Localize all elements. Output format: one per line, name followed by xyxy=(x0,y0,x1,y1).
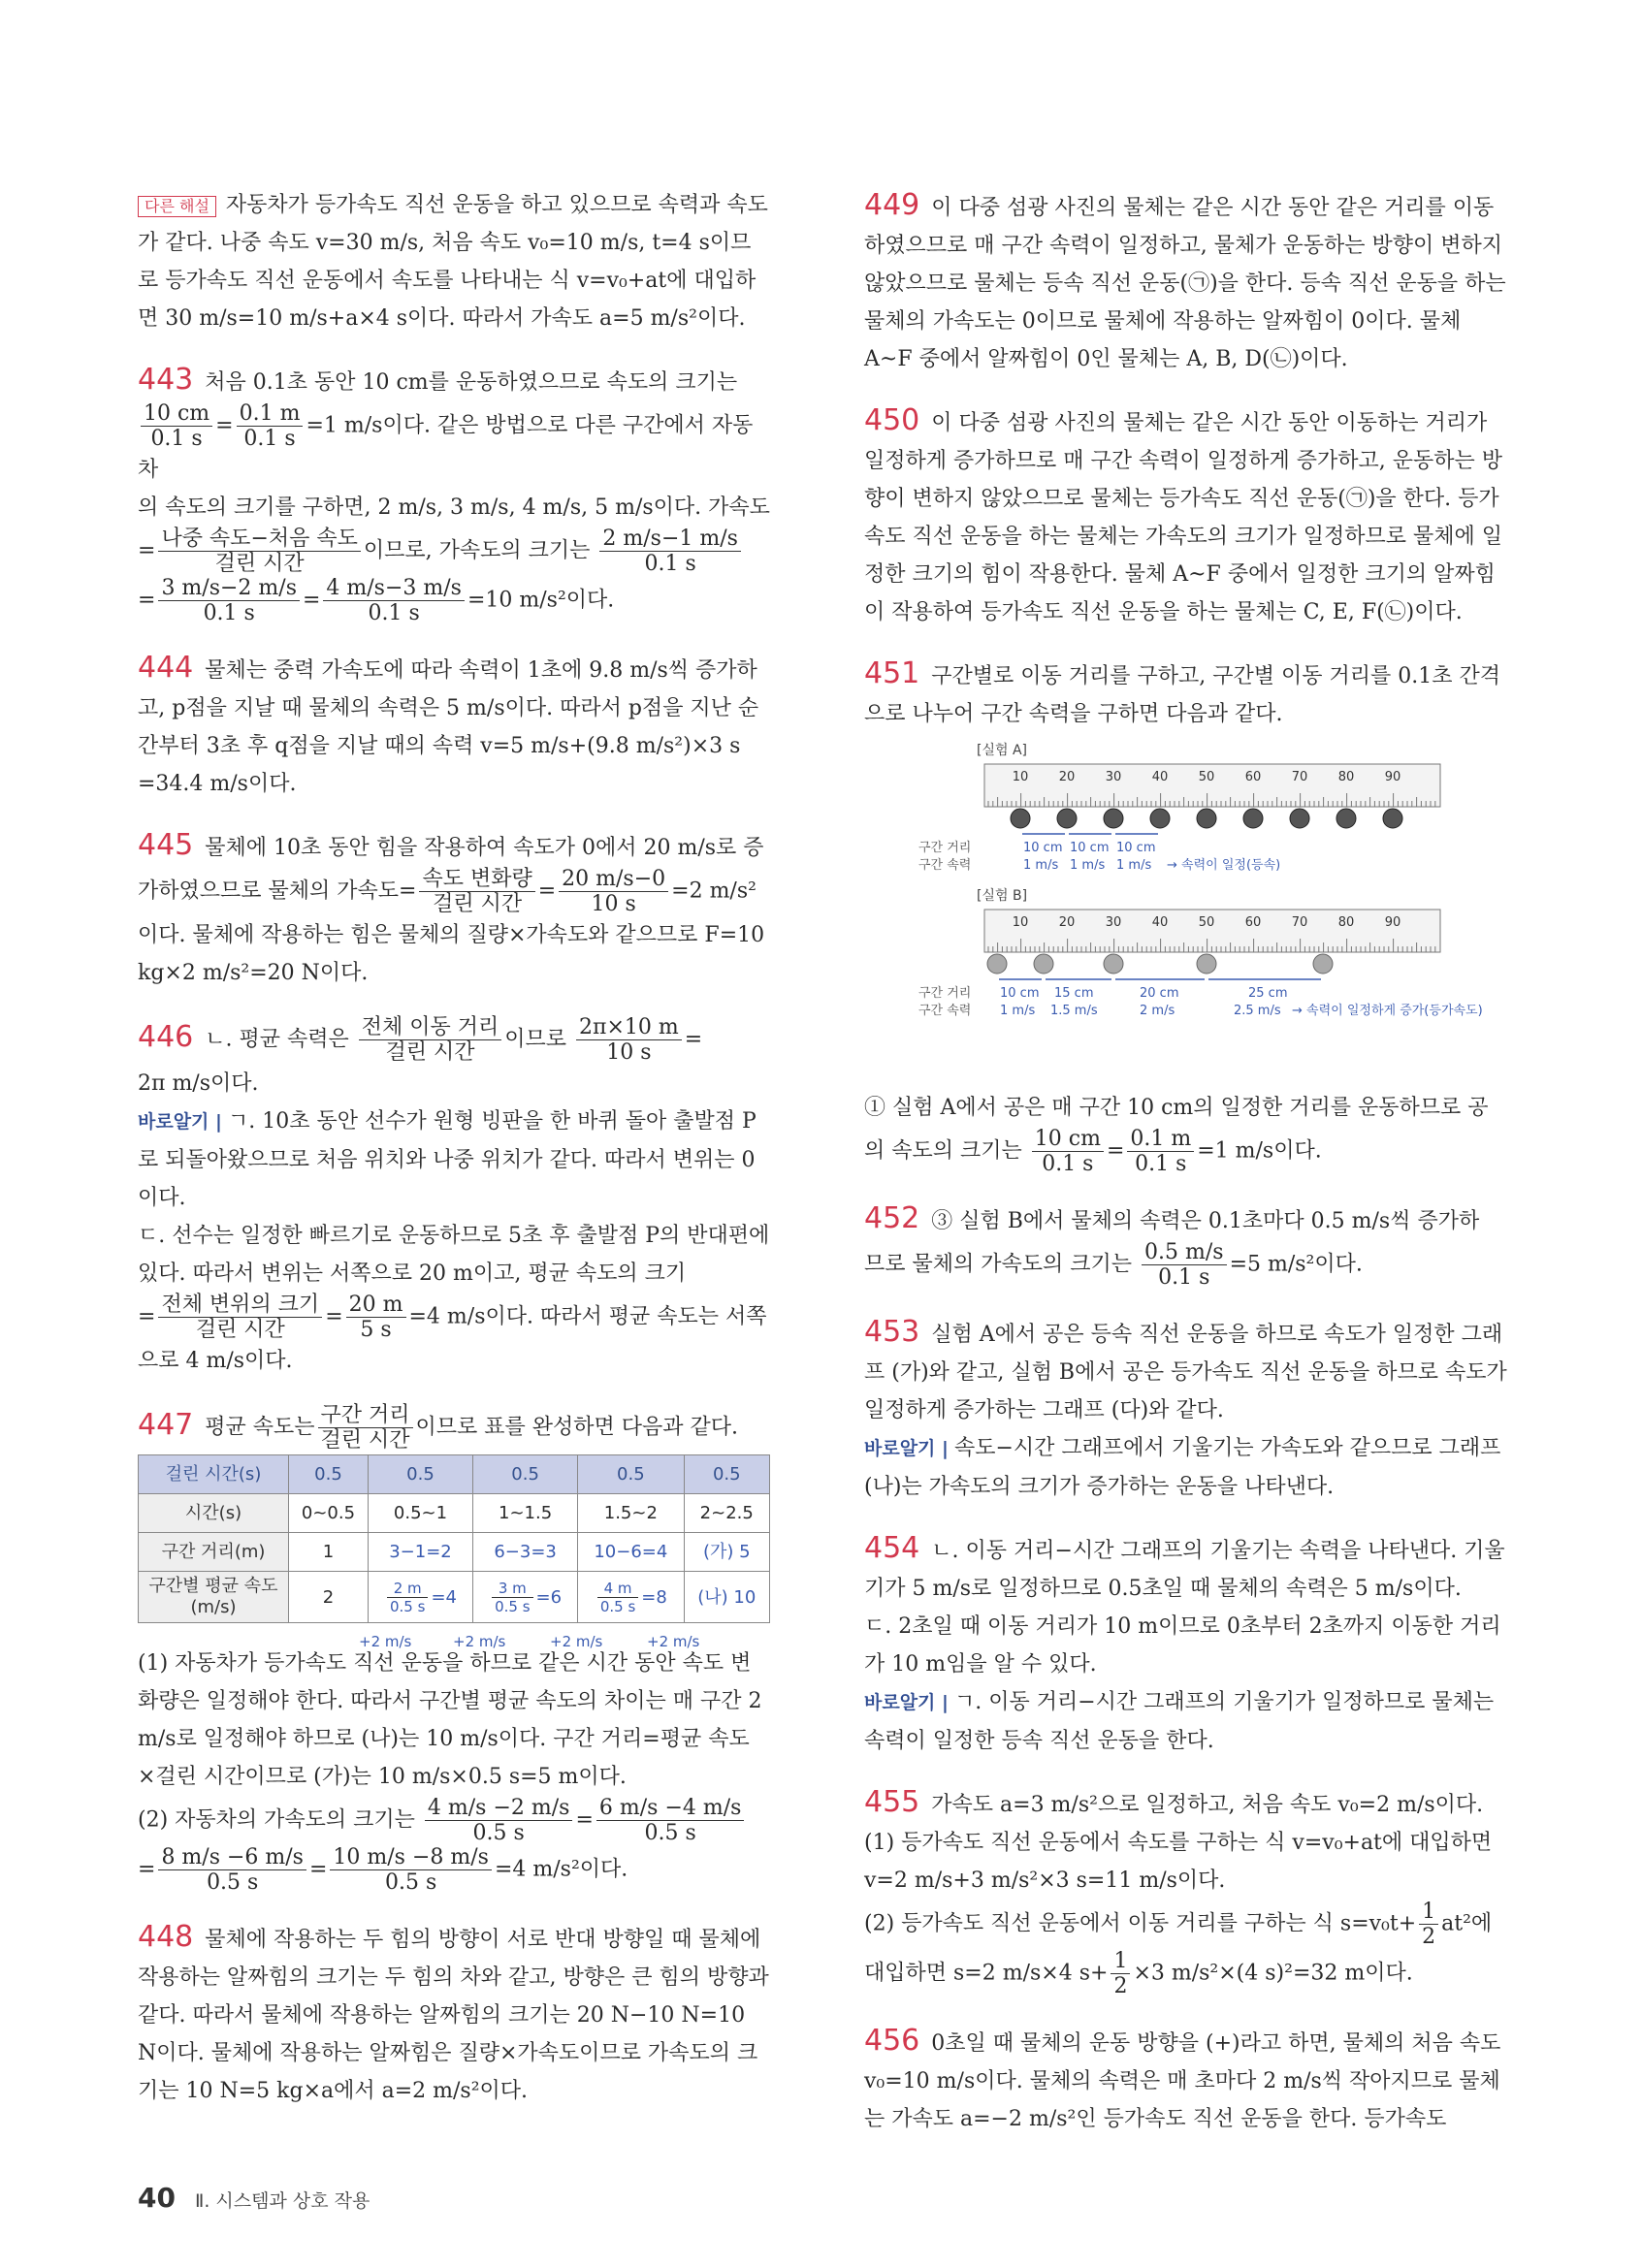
average-velocity-table xyxy=(138,1454,770,1623)
svg-text:20: 20 xyxy=(1058,915,1076,930)
fraction: $\frac{4 m/s-3 m/s}{0.1 s}$ xyxy=(323,576,465,625)
ball xyxy=(1383,809,1402,828)
fraction: $\frac{2 m/s-1 m/s}{0.1 s}$ xyxy=(599,527,741,576)
table-row: 시간(s) 0~0.5 0.5~1 1~1.5 1.5~2 2~2.5 xyxy=(139,1494,770,1533)
answer-451: 451 구간별로 이동 거리를 구하고, 구간별 이동 거리를 0.1초 간격으로 나누어 구간 속력을 구하면 다음과 같다. [실험 A] 10 20 30 40 50 60 70 80 90 구간 거리 구간 속력 10 cm 10 cm 10 cm 1 m/s 1 m/s 1 m/s → 속력이 일정(등속) [실험 B] 10 20 30 40 50 60 70 80 90 구간 거리 구간 속력 10 cm 15 cm 20 cm 25 cm 1 m/s 1.5 m/s 2 m/s 2.5 m/s → 속력이 일정하게 증가(등가속도) ① 실험 A에서 공은 매 구간 10 cm의 일정한 거리를 운동하므로 공 의 속도의 크기는 $\frac{10 cm}{0.1 s}$ = $\frac{0.1 m}{0.1 s}$ =1 m/s이다. xyxy=(864,655,1508,1176)
right-column xyxy=(864,186,1508,2161)
fraction: $\frac{\text{구간 거리}}{\text{걸린 시간}}$ xyxy=(318,1403,413,1453)
fraction: $\frac{3 m/s-2 m/s}{0.1 s}$ xyxy=(158,576,300,625)
svg-text:10: 10 xyxy=(1012,915,1029,930)
svg-text:20: 20 xyxy=(1058,770,1076,784)
fraction: $\frac{\text{전체 변위의 크기}}{\text{걸린 시간}}$ xyxy=(158,1293,322,1342)
ball xyxy=(1336,809,1356,828)
fraction: $\frac{1}{2}$ xyxy=(1111,1949,1130,1998)
svg-text:50: 50 xyxy=(1198,770,1215,784)
svg-text:70: 70 xyxy=(1291,915,1308,930)
ball xyxy=(1057,809,1077,828)
ball xyxy=(1104,954,1123,974)
fraction: $\frac{6 m/s -4 m/s}{0.5 s}$ xyxy=(596,1796,745,1845)
ball xyxy=(1313,954,1333,974)
answer-453: 453 실험 A에서 공은 등속 직선 운동을 하므로 속도가 일정한 그래프 (가)와 같고, 실험 B에서 공은 등가속도 직선 운동을 하므로 속도가 일정하게 증가하는 그래프 (다)와 같다. 바로알기 | 속도−시간 그래프에서 기울기는 가속도와 같으므로 그래프 (나)는 가속도의 크기가 증가하는 운동을 나타낸다. xyxy=(864,1315,1507,1499)
fraction: $\frac{0.1 m}{0.1 s}$ xyxy=(1127,1127,1194,1176)
svg-text:→ 속력이 일정(등속): → 속력이 일정(등속) xyxy=(1167,858,1281,873)
fraction: $\frac{2\pi\times 10 m}{10 s}$ xyxy=(576,1015,682,1065)
svg-text:50: 50 xyxy=(1198,915,1215,930)
ball xyxy=(1011,809,1030,828)
fraction: $\frac{\text{나중 속도−처음 속도}}{\text{걸린 시간}}$ xyxy=(158,527,360,576)
baro-label: 바로알기 | xyxy=(864,1438,949,1459)
fraction: $\frac{20 m/s-0}{10 s}$ xyxy=(559,867,668,916)
svg-text:90: 90 xyxy=(1384,915,1401,930)
ball xyxy=(1197,809,1216,828)
left-column xyxy=(138,186,770,2133)
answer-450: 450 이 다중 섬광 사진의 물체는 같은 시간 동안 이동하는 거리가 일정하게 증가하므로 매 구간 속력이 일정하게 증가하고, 운동하는 방향이 변하지 않았으므로 물체는 등가속도 직선 운동(㉠)을 한다. 등가속도 직선 운동을 하는 물체는 가속도의 크기가 일정하므로 물체에 일정한 크기의 힘이 작용한다. 물체 A~F 중에서 일정한 크기의 알짜힘이 작용하여 등가속도 직선 운동을 하는 물체는 C, E, F(㉡)이다. xyxy=(864,403,1502,624)
ball xyxy=(1034,954,1053,974)
section-title: Ⅱ. 시스템과 상호 작용 xyxy=(194,2190,370,2212)
answer-455: 455 가속도 a=3 m/s²으로 일정하고, 처음 속도 v₀=2 m/s이다. (1) 등가속도 직선 운동에서 속도를 구하는 식 v=v₀+at에 대입하면 v=2 m/s+3 m/s²×3 s=11 m/s이다. (2) 등가속도 직선 운동에서 이동 거리를 구하는 식 s=v₀t+ $\frac{1}{2}$ at²에 대입하면 s=2 m/s×4 s+ $\frac{1}{2}$ ×3 m/s²×(4 s)²=32 m이다. xyxy=(864,1785,1493,1998)
svg-text:60: 60 xyxy=(1244,915,1262,930)
svg-text:80: 80 xyxy=(1337,770,1355,784)
svg-text:2.5 m/s: 2.5 m/s xyxy=(1234,1004,1281,1018)
svg-text:1 m/s: 1 m/s xyxy=(1116,858,1152,873)
alt-explanation: 다른 해설 자동차가 등가속도 직선 운동을 하고 있으므로 속력과 속도가 같다. 나중 속도 v=30 m/s, 처음 속도 v₀=10 m/s, t=4 s이므로 등가속도 직선 운동에서 속도를 나타내는 식 v=v₀+at에 대입하면 30 m/s=10 m/s+a×4 s이다. 따라서 가속도 a=5 m/s²이다. xyxy=(138,193,768,331)
velocity-differences: +2 m/s +2 m/s +2 m/s +2 m/s xyxy=(359,1633,700,1650)
svg-text:15 cm: 15 cm xyxy=(1054,986,1094,1001)
fraction: $\frac{8 m/s -6 m/s}{0.5 s}$ xyxy=(158,1845,306,1895)
experiment-figure xyxy=(918,737,1508,1079)
answer-448: 448 물체에 작용하는 두 힘의 방향이 서로 반대 방향일 때 물체에 작용하는 알짜힘의 크기는 두 힘의 차와 같고, 방향은 큰 힘의 방향과 같다. 따라서 물체에 작용하는 알짜힘의 크기는 20 N−10 N=10 N이다. 물체에 작용하는 알짜힘은 질량×가속도이므로 가속도의 크기는 10 N=5 kg×a에서 a=2 m/s²이다. xyxy=(138,1920,769,2103)
ball xyxy=(1243,809,1263,828)
ball xyxy=(1104,809,1123,828)
svg-text:30: 30 xyxy=(1105,915,1122,930)
svg-text:→ 속력이 일정하게 증가(등가속도): → 속력이 일정하게 증가(등가속도) xyxy=(1292,1004,1483,1018)
svg-text:20 cm: 20 cm xyxy=(1140,986,1179,1001)
svg-text:구간 속력: 구간 속력 xyxy=(918,858,972,873)
svg-text:1.5 m/s: 1.5 m/s xyxy=(1050,1004,1098,1018)
svg-text:10 cm: 10 cm xyxy=(1023,841,1063,855)
ball xyxy=(1150,809,1170,828)
svg-text:구간 거리: 구간 거리 xyxy=(918,841,972,855)
fraction: $\frac{10 cm}{0.1 s}$ xyxy=(141,401,212,451)
svg-text:25 cm: 25 cm xyxy=(1248,986,1288,1001)
svg-text:70: 70 xyxy=(1291,770,1308,784)
page-footer xyxy=(138,2182,370,2214)
svg-text:40: 40 xyxy=(1151,915,1169,930)
fraction: $\frac{20 m}{5 s}$ xyxy=(346,1293,406,1342)
ball xyxy=(987,954,1007,974)
svg-text:10 cm: 10 cm xyxy=(1070,841,1110,855)
answer-456: 456 0초일 때 물체의 운동 방향을 (+)라고 하면, 물체의 처음 속도 v₀=10 m/s이다. 물체의 속력은 매 초마다 2 m/s씩 작아지므로 물체는 가속도 a=−2 m/s²인 등가속도 직선 운동을 한다. 등가속도 xyxy=(864,2024,1501,2131)
ball xyxy=(1290,809,1309,828)
svg-text:1 m/s: 1 m/s xyxy=(1070,858,1106,873)
svg-text:구간 거리: 구간 거리 xyxy=(918,986,972,1001)
svg-text:2 m/s: 2 m/s xyxy=(1140,1004,1175,1018)
svg-text:10: 10 xyxy=(1012,770,1029,784)
answer-449: 449 이 다중 섬광 사진의 물체는 같은 시간 동안 같은 거리를 이동하였으므로 매 구간 속력이 일정하고, 물체가 운동하는 방향이 변하지 않았으므로 물체는 등속 직선 운동(㉠)을 한다. 등속 직선 운동을 하는 물체의 가속도는 0이므로 물체에 작용하는 알짜힘이 0이다. 물체 A~F 중에서 알짜힘이 0인 물체는 A, B, D(㉡)이다. xyxy=(864,188,1506,371)
svg-text:10 cm: 10 cm xyxy=(1000,986,1040,1001)
baro-label: 바로알기 | xyxy=(864,1692,949,1713)
answer-452: 452 ③ 실험 B에서 물체의 속력은 0.1초마다 0.5 m/s씩 증가하 므로 물체의 가속도의 크기는 $\frac{0.5 m/s}{0.1 s}$ =5 m/s²이다. xyxy=(864,1201,1480,1290)
answer-445: 445 물체에 10초 동안 힘을 작용하여 속도가 0에서 20 m/s로 증 가하였으므로 물체의 가속도= $\frac{\text{속도 변화량}}{\text{걸린 시간}}$ = $\frac{20 m/s-0}{10 s}$ =2 m/s² 이다. 물체에 작용하는 힘은 물체의 질량×가속도와 같으므로 F=10 kg×2 m/s²=20 N이다. xyxy=(138,828,765,985)
table-row: 구간 거리(m) 1 3−1=2 6−3=3 10−6=4 (가) 5 xyxy=(139,1533,770,1572)
page-number: 40 xyxy=(138,2182,176,2214)
svg-text:1 m/s: 1 m/s xyxy=(1023,858,1059,873)
fraction: $\frac{10 cm}{0.1 s}$ xyxy=(1032,1127,1104,1176)
baro-label: 바로알기 | xyxy=(138,1111,222,1133)
answer-444: 444 물체는 중력 가속도에 따라 속력이 1초에 9.8 m/s씩 증가하고, p점을 지날 때 물체의 속력은 5 m/s이다. 따라서 p점을 지난 순간부터 3초 후 q점을 지날 때의 속력 v=5 m/s+(9.8 m/s²)×3 s =34.4 m/s이다. xyxy=(138,651,759,796)
svg-text:10 cm: 10 cm xyxy=(1116,841,1156,855)
fraction: $\frac{\text{전체 이동 거리}}{\text{걸린 시간}}$ xyxy=(359,1015,502,1065)
svg-text:1 m/s: 1 m/s xyxy=(1000,1004,1036,1018)
fraction: $\frac{1}{2}$ xyxy=(1419,1900,1438,1949)
answer-447: 447 평균 속도는 $\frac{\text{구간 거리}}{\text{걸린 시간}}$ 이므로 표를 완성하면 다음과 같다. 걸린 시간(s) 0.5 0.5 0.5 0.5 0.5 시간(s) 0~0.5 0.5~1 1~1.5 1.5~2 2~2.5 구간 거리(m) 1 3−1=2 6−3=3 10−6=4 (가) 5 구간별 평균 속도 (m/s) 2 $\frac{2 m}{0.5 s}$ =4 $\frac{3 m}{0.5 s}$ =6 $\frac{4 m}{0.5 s}$ =8 (나) 10 +2 m/s +2 m/s +2 m/s +2 m/s (1) 자동차가 등가속도 직선 운동을 하므로 같은 시간 동안 속도 변화량은 일정해야 한다. 따라서 구간별 평균 속도의 차이는 매 구간 2 m/s로 일정해야 하므로 (나)는 10 m/s이다. 구간 거리=평균 속도 ×걸린 시간이므로 (가)는 10 m/s×0.5 s=5 m이다. (2) 자동차의 가속도의 크기는 $\frac{4 m/s -2 m/s}{0.5 s}$ = $\frac{6 m/s -4 m/s}{0.5 s}$ = $\frac{8 m/s -6 m/s}{0.5 s}$ = $\frac{10 m/s -8 m/s}{0.5 s}$ =4 m/s²이다. xyxy=(138,1403,770,1895)
svg-text:30: 30 xyxy=(1105,770,1122,784)
table-row: 걸린 시간(s) 0.5 0.5 0.5 0.5 0.5 xyxy=(139,1455,770,1494)
ball xyxy=(1197,954,1216,974)
fraction: $\frac{\text{속도 변화량}}{\text{걸린 시간}}$ xyxy=(419,867,534,916)
figure-b-title: [실험 B] xyxy=(977,888,1028,904)
fraction: $\frac{0.1 m}{0.1 s}$ xyxy=(237,401,304,451)
table-row: 구간별 평균 속도 (m/s) 2 $\frac{2 m}{0.5 s}$ =4 $\frac{3 m}{0.5 s}$ =6 $\frac{4 m}{0.5 s}$ =8 (나) 10 xyxy=(139,1572,770,1623)
figure-a-title: [실험 A] xyxy=(977,743,1027,758)
svg-text:40: 40 xyxy=(1151,770,1169,784)
svg-text:80: 80 xyxy=(1337,915,1355,930)
svg-text:구간 속력: 구간 속력 xyxy=(918,1004,972,1018)
svg-text:60: 60 xyxy=(1244,770,1262,784)
fraction: $\frac{10 m/s -8 m/s}{0.5 s}$ xyxy=(330,1845,492,1895)
answer-446: 446 ㄴ. 평균 속력은 $\frac{\text{전체 이동 거리}}{\text{걸린 시간}}$ 이므로 $\frac{2\pi\times 10 m}{10 s}$ = 2π m/s이다. 바로알기 | ㄱ. 10초 동안 선수가 원형 빙판을 한 바퀴 돌아 출발점 P로 되돌아왔으므로 처음 위치와 나중 위치가 같다. 따라서 변위는 0이다. ㄷ. 선수는 일정한 빠르기로 운동하므로 5초 후 출발점 P의 반대편에 있다. 따라서 변위는 서쪽으로 20 m이고, 평균 속도의 크기 = $\frac{\text{전체 변위의 크기}}{\text{걸린 시간}}$ = $\frac{20 m}{5 s}$ =4 m/s이다. 따라서 평균 속도는 서쪽으로 4 m/s이다. xyxy=(138,1015,770,1373)
answer-443: 443 처음 0.1초 동안 10 cm를 운동하였으므로 속도의 크기는 $\frac{10 cm}{0.1 s}$ = $\frac{0.1 m}{0.1 s}$ =1 m/s이다. 같은 방법으로 다른 구간에서 자동차 의 속도의 크기를 구하면, 2 m/s, 3 m/s, 4 m/s, 5 m/s이다. 가속도 = $\frac{\text{나중 속도−처음 속도}}{\text{걸린 시간}}$ 이므로, 가속도의 크기는 $\frac{2 m/s-1 m/s}{0.1 s}$ = $\frac{3 m/s-2 m/s}{0.1 s}$ = $\frac{4 m/s-3 m/s}{0.1 s}$ =10 m/s²이다. xyxy=(138,363,770,625)
fraction: $\frac{0.5 m/s}{0.1 s}$ xyxy=(1142,1240,1227,1290)
fraction: $\frac{4 m/s -2 m/s}{0.5 s}$ xyxy=(425,1796,573,1845)
alt-label: 다른 해설 xyxy=(138,196,216,217)
answer-454: 454 ㄴ. 이동 거리−시간 그래프의 기울기는 속력을 나타낸다. 기울기가 5 m/s로 일정하므로 0.5초일 때 물체의 속력은 5 m/s이다. ㄷ. 2초일 때 이동 거리가 10 m이므로 0초부터 2초까지 이동한 거리가 10 m임을 알 수 있다. 바로알기 | ㄱ. 이동 거리−시간 그래프의 기울기가 일정하므로 물체는 속력이 일정한 등속 직선 운동을 한다. xyxy=(864,1531,1505,1753)
svg-text:90: 90 xyxy=(1384,770,1401,784)
ruler-diagram xyxy=(918,737,1500,1067)
